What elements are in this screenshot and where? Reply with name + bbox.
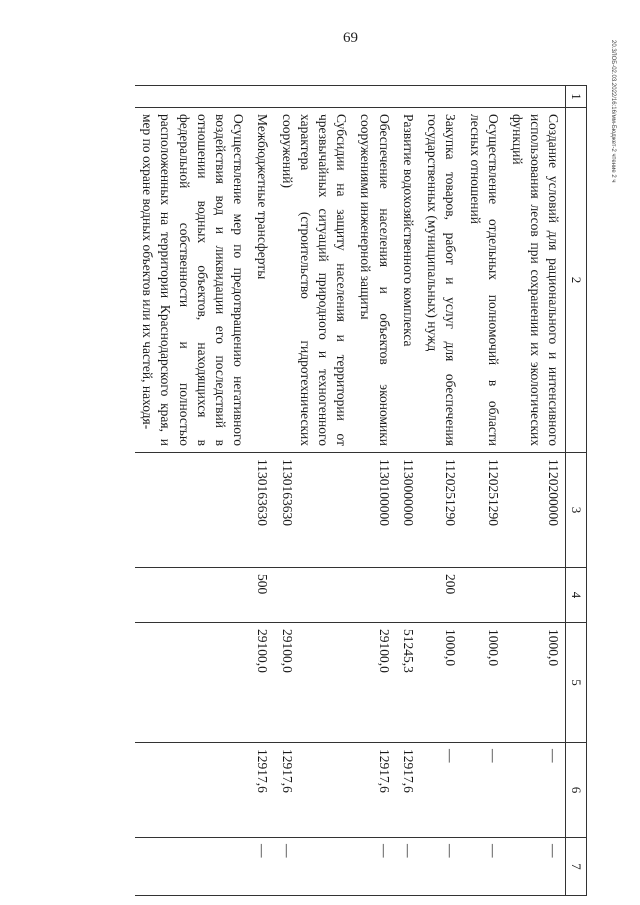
page-number: 69	[343, 30, 358, 46]
rotated-table-wrapper	[117, 85, 587, 895]
table-header-row	[566, 86, 587, 896]
side-note-text: 20.3ЛОБ-02.03.2022/16:16/мм-Бюджет-2 чтение 2 ч	[610, 40, 616, 183]
cell-type	[135, 568, 250, 623]
cell-federal: —	[462, 743, 504, 838]
cell-code: 1130000000	[396, 453, 420, 568]
cell-federal: 12917,6	[353, 743, 395, 838]
header-col-5: 5	[566, 623, 587, 743]
cell-code: 1120200000	[505, 453, 566, 568]
cell-federal: —	[420, 743, 462, 838]
cell-amount: 29100,0	[274, 623, 353, 743]
cell-amount: 29100,0	[250, 623, 274, 743]
table-row	[420, 86, 462, 896]
cell-c1	[250, 86, 274, 108]
cell-c1	[353, 86, 395, 108]
cell-amount: 1000,0	[420, 623, 462, 743]
cell-amount	[135, 623, 250, 743]
cell-type	[353, 568, 395, 623]
cell-name: Обеспечение населения и объектов экономики сооружениями инженерной защиты	[353, 108, 395, 453]
cell-code: 1130163630	[250, 453, 274, 568]
table-row	[462, 86, 504, 896]
cell-c1	[274, 86, 353, 108]
cell-name: Межбюджетные трансферты	[250, 108, 274, 453]
table-row	[396, 86, 420, 896]
table-row	[505, 86, 566, 896]
table-row	[250, 86, 274, 896]
budget-table	[135, 85, 587, 896]
cell-other: —	[396, 838, 420, 896]
cell-c1	[420, 86, 462, 108]
cell-c1	[462, 86, 504, 108]
cell-amount: 51245,3	[396, 623, 420, 743]
cell-type	[462, 568, 504, 623]
cell-federal: 12917,6	[250, 743, 274, 838]
header-col-1: 1	[566, 86, 587, 108]
cell-code: 1130163630	[274, 453, 353, 568]
header-col-2: 2	[566, 108, 587, 453]
side-note	[604, 40, 628, 280]
header-col-4: 4	[566, 568, 587, 623]
cell-type	[505, 568, 566, 623]
cell-c1	[135, 86, 250, 108]
header-col-6: 6	[566, 743, 587, 838]
cell-federal: —	[505, 743, 566, 838]
cell-amount: 1000,0	[505, 623, 566, 743]
cell-federal	[135, 743, 250, 838]
cell-type	[396, 568, 420, 623]
table-row	[353, 86, 395, 896]
cell-amount: 1000,0	[462, 623, 504, 743]
cell-code	[135, 453, 250, 568]
cell-other: —	[274, 838, 353, 896]
cell-type	[274, 568, 353, 623]
cell-other: —	[505, 838, 566, 896]
cell-type: 500	[250, 568, 274, 623]
cell-name: Субсидии на защиту населения и территории от чрезвычайных ситуаций природного и техногенного характера (строительство гидротехнических сооружений)	[274, 108, 353, 453]
table-row	[274, 86, 353, 896]
cell-other: —	[353, 838, 395, 896]
header-col-3: 3	[566, 453, 587, 568]
header-col-7: 7	[566, 838, 587, 896]
cell-name: Создание условий для рационального и интенсивного использования лесов при сохранении их экологических функций	[505, 108, 566, 453]
cell-name: Осуществление отдельных полномочий в области лесных отношений	[462, 108, 504, 453]
cell-code: 1120251290	[462, 453, 504, 568]
cell-code: 1120251290	[420, 453, 462, 568]
cell-c1	[505, 86, 566, 108]
table-row	[135, 86, 250, 896]
cell-type: 200	[420, 568, 462, 623]
cell-other: —	[250, 838, 274, 896]
cell-federal: 12917,6	[396, 743, 420, 838]
cell-name: Закупка товаров, работ и услуг для обеспечения государственных (муниципальных) нужд	[420, 108, 462, 453]
cell-c1	[396, 86, 420, 108]
cell-amount: 29100,0	[353, 623, 395, 743]
cell-other	[135, 838, 250, 896]
cell-name: Развитие водохозяйственного комплекса	[396, 108, 420, 453]
cell-code: 1130100000	[353, 453, 395, 568]
cell-federal: 12917,6	[274, 743, 353, 838]
cell-name: Осуществление мер по предотвращению негативного воздействия вод и ликвидации его последствий в отношении водных объектов, находящихся в федеральной собственности и полностью расположенных на территории Краснодарского края, и мер по охране водных объектов или их частей, находя-	[135, 108, 250, 453]
cell-other: —	[462, 838, 504, 896]
cell-other: —	[420, 838, 462, 896]
